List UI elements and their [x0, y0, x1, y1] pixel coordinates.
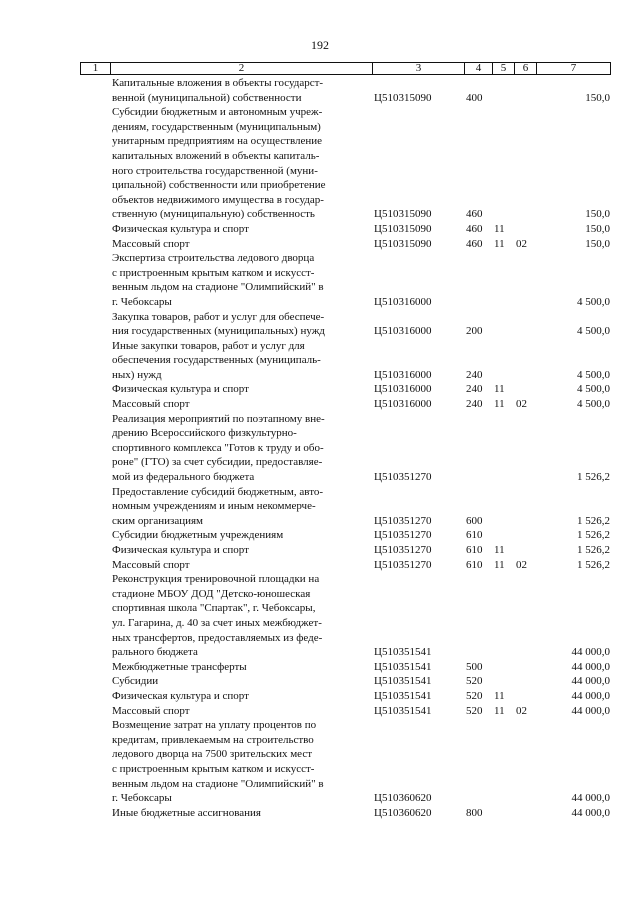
section-code: 11 [494, 383, 505, 396]
header-col-1: 1 [81, 63, 111, 75]
target-code: Ц510315090 [374, 208, 432, 221]
section-code: 11 [494, 398, 505, 411]
item-name: Массовый спорт [112, 398, 190, 411]
amount: 4 500,0 [577, 325, 610, 338]
target-code: Ц510351541 [374, 675, 432, 688]
item-name: Капитальные вложения в объекты государст- венной (муниципальной) собственности [112, 77, 324, 104]
target-code: Ц510351270 [374, 558, 432, 571]
table-row [80, 382, 610, 397]
expense-type: 240 [466, 398, 483, 411]
page-number: 192 [311, 38, 329, 52]
table-row [80, 660, 610, 675]
target-code: Ц510351541 [374, 704, 432, 717]
subsection-code: 02 [516, 704, 527, 717]
amount: 150,0 [585, 208, 610, 221]
target-code: Ц510360620 [374, 792, 432, 805]
amount: 4 500,0 [577, 398, 610, 411]
item-name: Физическая культура и спорт [112, 383, 249, 396]
expense-type: 460 [466, 222, 483, 235]
amount: 150,0 [585, 91, 610, 104]
header-row [81, 63, 611, 75]
amount: 1 526,2 [577, 558, 610, 571]
amount: 44 000,0 [571, 675, 610, 688]
table-row [80, 310, 610, 339]
table-row [80, 718, 610, 806]
amount: 44 000,0 [571, 704, 610, 717]
amount: 1 526,2 [577, 529, 610, 542]
target-code: Ц510316000 [374, 398, 432, 411]
target-code: Ц510351541 [374, 646, 432, 659]
target-code: Ц510351270 [374, 471, 432, 484]
target-code: Ц510316000 [374, 383, 432, 396]
item-name: Субсидии бюджетным учреждениям [112, 529, 284, 542]
item-name: Физическая культура и спорт [112, 689, 249, 702]
expense-type: 520 [466, 675, 483, 688]
expense-type: 610 [466, 544, 483, 556]
target-code: Ц510351541 [374, 660, 432, 673]
target-code: Ц510315090 [374, 237, 432, 250]
item-name: Иные бюджетные ассигнования [112, 806, 261, 819]
table-row [80, 674, 610, 689]
target-code: Ц510351270 [374, 544, 432, 556]
expense-type: 460 [466, 208, 483, 221]
section-code: 11 [494, 544, 505, 556]
amount: 150,0 [585, 237, 610, 250]
expense-type: 520 [466, 704, 483, 717]
section-code: 11 [494, 689, 505, 702]
expense-type: 520 [466, 689, 483, 702]
amount: 44 000,0 [571, 806, 610, 819]
amount: 150,0 [585, 222, 610, 235]
item-name: Реализация мероприятий по поэтапному вне- дрению Всероссийского физкультурно- спортивного комплекса "Готов к труду и обо- роне" (ГТО) за счет субсидии, предоставляе- мой из федерального бюджета [112, 412, 325, 484]
target-code: Ц510315090 [374, 222, 432, 235]
item-name: Реконструкция тренировочной площадки на стадионе МБОУ ДОД "Детско-юношеская спортивная школа "Спартак", г. Чебоксары, ул. Гагарина, д. 40 за счет иных межбюджет- ных трансфертов, предоставляемых из феде- рального бюджета [112, 573, 323, 659]
column-number-header [80, 62, 611, 75]
expense-type: 610 [466, 558, 483, 571]
target-code: Ц510315090 [374, 91, 432, 104]
item-name: Субсидии бюджетным и автономным учреж- дениям, государственным (муниципальным) унитарным предприятиям на осуществление капитальных вложений в объекты капиталь- ного строительства государственной (муни- ципальной) собственности или приобретение объектов недвижимого имущества в государ- ственную (муниципальную) собственность [112, 106, 326, 221]
expense-type: 600 [466, 514, 483, 527]
table-row [80, 397, 610, 412]
item-name: Субсидии [112, 675, 159, 688]
item-name: Возмещение затрат на уплату процентов по кредитам, привлекаемым на строительство ледового дворца на 7500 зрительских мест с пристроенным крытым катком и искусст- венным льдом на стадионе "Олимпийский" в г. Чебоксары [112, 719, 324, 805]
expense-type: 400 [466, 91, 483, 104]
table-row [80, 806, 610, 821]
item-name: Массовый спорт [112, 558, 190, 571]
expense-type: 460 [466, 237, 483, 250]
item-name: Предоставление субсидий бюджетным, авто- номным учреждениям и иным некоммерче- ским организациям [112, 485, 324, 527]
expense-type: 240 [466, 383, 483, 396]
header-col-5: 5 [493, 63, 515, 75]
table-row [80, 105, 610, 222]
amount: 4 500,0 [577, 383, 610, 396]
table-row [80, 339, 610, 383]
expense-type: 610 [466, 529, 483, 542]
item-name: Экспертиза строительства ледового дворца с пристроенным крытым катком и искусст- венным льдом на стадионе "Олимпийский" в г. Чебоксары [112, 252, 324, 308]
header-col-6: 6 [515, 63, 537, 75]
section-code: 11 [494, 558, 505, 571]
amount: 4 500,0 [577, 368, 610, 381]
amount: 44 000,0 [571, 646, 610, 659]
table-row [80, 237, 610, 252]
table-row [80, 485, 610, 529]
target-code: Ц510316000 [374, 295, 432, 308]
amount: 1 526,2 [577, 544, 610, 556]
table-row [80, 251, 610, 309]
item-name: Закупка товаров, работ и услуг для обеспече- ния государственных (муниципальных) нужд [112, 310, 325, 338]
section-code: 11 [494, 704, 505, 717]
item-name: Физическая культура и спорт [112, 222, 249, 235]
item-name: Межбюджетные трансферты [112, 660, 247, 673]
item-name: Массовый спорт [112, 237, 190, 250]
expense-type: 240 [466, 368, 483, 381]
amount: 1 526,2 [577, 514, 610, 527]
amount: 44 000,0 [571, 689, 610, 702]
expense-type: 800 [466, 806, 483, 819]
subsection-code: 02 [516, 398, 527, 411]
table-row [80, 704, 610, 719]
table-row [80, 412, 610, 485]
table-row [80, 528, 610, 543]
expense-type: 200 [466, 325, 483, 338]
subsection-code: 02 [516, 558, 527, 571]
expense-type: 500 [466, 660, 483, 673]
target-code: Ц510316000 [374, 325, 432, 338]
target-code: Ц510360620 [374, 806, 432, 819]
amount: 4 500,0 [577, 295, 610, 308]
item-name: Иные закупки товаров, работ и услуг для обеспечения государственных (муниципаль- ных) нужд [112, 339, 321, 381]
budget-table-body [80, 76, 610, 820]
section-code: 11 [494, 222, 505, 235]
amount: 44 000,0 [571, 792, 610, 805]
header-col-7: 7 [537, 63, 611, 75]
target-code: Ц510316000 [374, 368, 432, 381]
item-name: Физическая культура и спорт [112, 544, 249, 556]
item-name: Массовый спорт [112, 704, 190, 717]
target-code: Ц510351270 [374, 514, 432, 527]
header-col-4: 4 [465, 63, 493, 75]
target-code: Ц510351541 [374, 689, 432, 702]
header-col-3: 3 [373, 63, 465, 75]
target-code: Ц510351270 [374, 529, 432, 542]
subsection-code: 02 [516, 237, 527, 250]
section-code: 11 [494, 237, 505, 250]
table-row [80, 558, 610, 573]
header-col-2: 2 [111, 63, 373, 75]
table-row [80, 543, 610, 558]
table-row [80, 572, 610, 660]
table-row [80, 76, 610, 105]
table-row [80, 222, 610, 237]
table-row [80, 689, 610, 704]
amount: 1 526,2 [577, 471, 610, 484]
amount: 44 000,0 [571, 660, 610, 673]
